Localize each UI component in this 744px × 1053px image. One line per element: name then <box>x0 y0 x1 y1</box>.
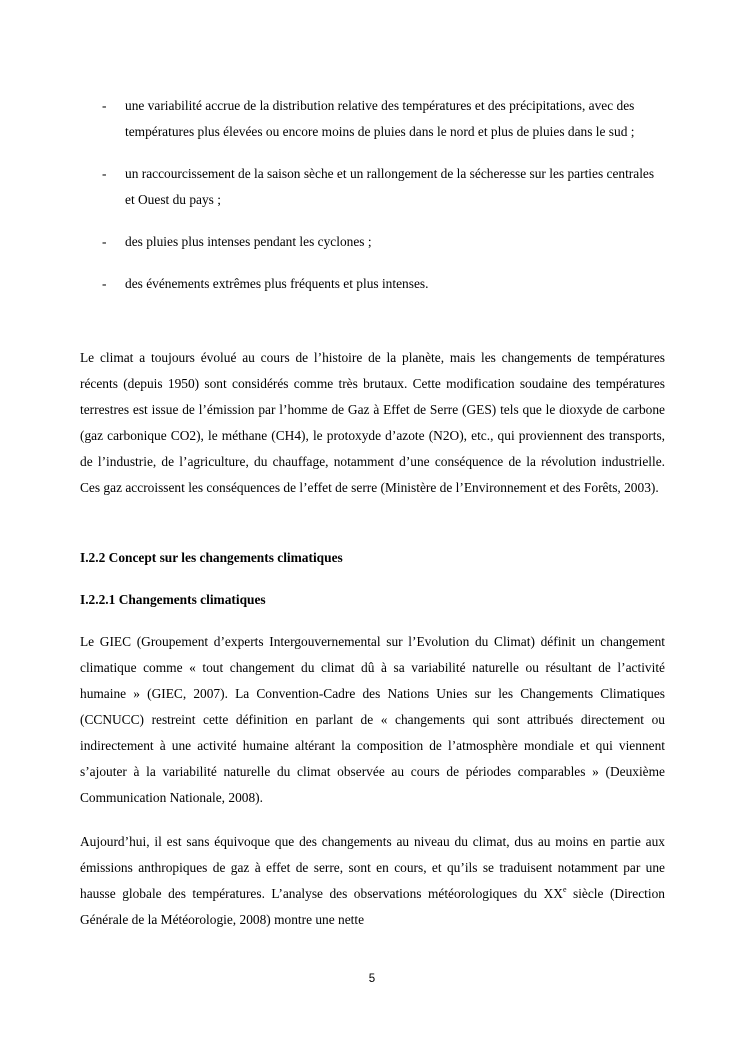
list-item <box>0 161 744 213</box>
bullet-list <box>0 93 744 313</box>
paragraph-climate-history: Le climat a toujours évolué au cours de l’histoire de la planète, mais les changements de températures récents (depuis 1950) sont considérés comme très brutaux. Cette modification soudaine des températures terrestres est issue de l’émission par l’homme de Gaz à Effet de Serre (GES) tels que le dioxyde de carbone (gaz carbonique CO2), le méthane (CH4), le protoxyde d’azote (N2O), etc., qui proviennent des transports, de l’industrie, de l’agriculture, du chauffage, notamment d’une conséquence de la révolution industrielle. Ces gaz accroissent les conséquences de l’effet de serre (Ministère de l’Environnement et des Forêts, 2003). <box>80 350 665 495</box>
bullet-marker: - <box>102 276 107 291</box>
paragraph-observations <box>80 829 665 933</box>
bullet-text: une variabilité accrue de la distribution relative des températures et des précipitations, avec des températures plus élevées ou encore moins de pluies dans le nord et plus de pluies dans le sud ; <box>125 98 635 139</box>
bullet-marker: - <box>102 234 107 249</box>
bullet-marker: - <box>102 166 107 181</box>
bullet-text: des événements extrêmes plus fréquents et plus intenses. <box>125 276 429 291</box>
list-item <box>0 93 744 145</box>
paragraph-text-continued: siècle (Direction Générale de la Météorologie, 2008) montre une nette <box>80 886 665 927</box>
paragraph-giec-definition: Le GIEC (Groupement d’experts Intergouvernemental sur l’Evolution du Climat) définit un changement climatique comme « tout changement du climat dû à sa variabilité naturelle ou résultant de l’activité humaine » (GIEC, 2007). La Convention-Cadre des Nations Unies sur les Changements Climatiques (CCNUCC) restreint cette définition en parlant de « changements qui sont attribués directement ou indirectement à une activité humaine altérant la composition de l’atmosphère mondiale et qui viennent s’ajouter à la variabilité naturelle du climat observée au cours de périodes comparables » (Deuxième Communication Nationale, 2008). <box>80 634 665 805</box>
bullet-text: un raccourcissement de la saison sèche et un rallongement de la sécheresse sur les parties centrales et Ouest du pays ; <box>125 166 655 207</box>
page-number: 5 <box>368 973 376 985</box>
subsection-heading: I.2.2.1 Changements climatiques <box>80 592 266 607</box>
list-item <box>0 271 744 297</box>
bullet-marker: - <box>102 98 107 113</box>
superscript: e <box>562 885 567 894</box>
section-heading: I.2.2 Concept sur les changements climatiques <box>80 550 343 565</box>
paragraph-text: Aujourd’hui, il est sans équivoque que des changements au niveau du climat, dus au moins en partie aux émissions anthropiques de gaz à effet de serre, sont en cours, et qu’ils se traduisent notamment par une hausse globale des températures. L’analyse des observations météorologiques du XX <box>80 834 665 901</box>
bullet-text: des pluies plus intenses pendant les cyclones ; <box>125 234 372 249</box>
list-item <box>0 229 744 255</box>
